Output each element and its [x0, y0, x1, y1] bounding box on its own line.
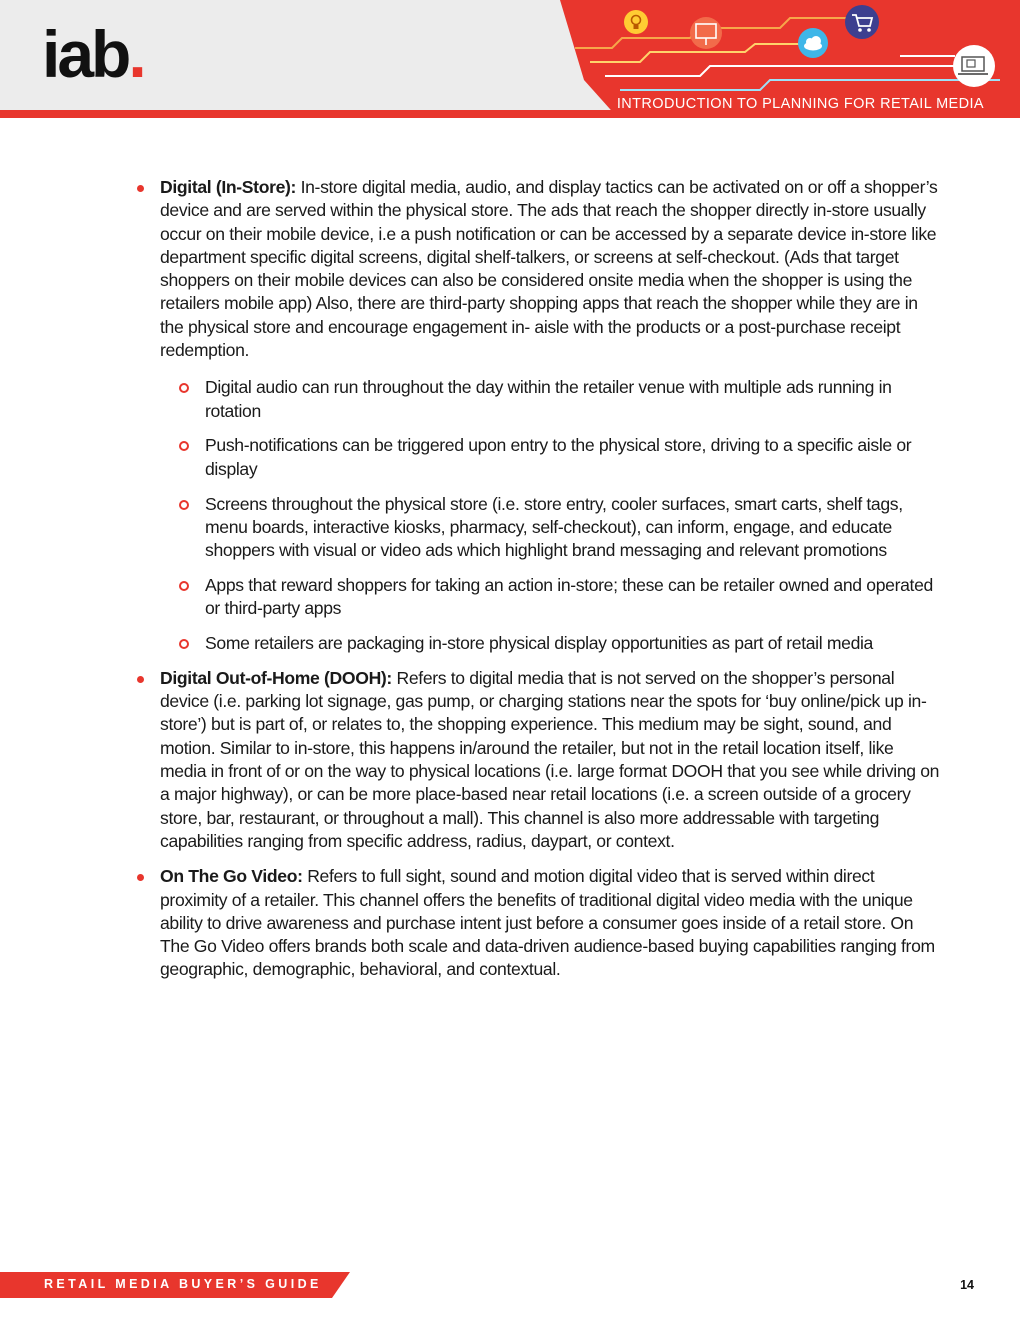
ring-bullet-icon [179, 441, 189, 451]
list-item-term: On The Go Video: [160, 866, 303, 887]
shopping-cart-icon [845, 5, 879, 39]
lightbulb-icon [624, 10, 648, 34]
cloud-icon [798, 28, 828, 58]
iab-logo [42, 17, 144, 91]
sub-list-item-text: Push-notifications can be triggered upon entry to the physical store, driving to a specific aisle or display [205, 435, 912, 479]
page-number: 14 [960, 1278, 974, 1292]
logo-dot: . [128, 17, 144, 91]
sub-list-item [205, 493, 944, 563]
sub-list-item-text: Apps that reward shoppers for taking an action in-store; these can be retailer owned and operated or third-party apps [205, 574, 933, 619]
presentation-icon [690, 17, 722, 49]
laptop-shopping-icon [953, 45, 995, 87]
sub-list-item [205, 376, 944, 423]
header-title: INTRODUCTION TO PLANNING FOR RETAIL MEDIA [616, 96, 984, 112]
list-item-dooh [160, 667, 944, 853]
list-item-term: Digital Out-of-Home (DOOH): [160, 667, 392, 688]
list-item-digital-in-store [160, 176, 944, 362]
ring-bullet-icon [179, 581, 189, 591]
list-item-on-the-go-video [160, 865, 944, 981]
bullet-icon [137, 874, 144, 881]
bullet-icon [137, 676, 144, 683]
ring-bullet-icon [179, 500, 189, 510]
sub-list-item [205, 434, 944, 481]
list-item-text: Refers to digital media that is not served on the shopper’s personal device (i.e. parking lot signage, gas pump, or charging stations near the spots for ‘buy online/pick up in-store’) but is part of, or relates to, the shopping experience. This medium may be sight, sound, and motion. Similar to in-store, this happens in/around the retailer, but not in the retail location itself, like media in front of or on the way to physical locations (i.e. large format DOOH that you see while driving on a major highway), or can be more place-based near retail locations (i.e. a screen outside of a grocery store, bar, restaurant, or throughout a mall). This channel is also more addressable with targeting capabilities ranging from specific address, radius, daypart, or context. [160, 667, 940, 851]
sub-list-item [205, 574, 944, 621]
sub-list-item-text: Digital audio can run throughout the day within the retailer venue with multiple ads running in rotation [205, 377, 892, 421]
sub-list-item-text: Screens throughout the physical store (i.e. store entry, cooler surfaces, smart carts, shelf tags, menu boards, interactive kiosks, pharmacy, self-checkout), can inform, engage, and educate shoppers with visual or video ads which highlight brand messaging and relevant promotions [205, 493, 903, 561]
list-item-term: Digital (In-Store): [160, 177, 297, 197]
list-item-text: In-store digital media, audio, and display tactics can be activated on or off a shopper’s device and are served within the physical store. The ads that reach the shopper directly in-store usually occur on their mobile device, i.e a push notification or can be accessed by a separate device in-store like department specific digital screens, digital shelf-talkers, or screens at self-checkout. (Ads that target shoppers on their mobile devices can also be considered onsite media when the shopper is using the retailers mobile app) Also, there are third-party shopping apps that reach the shopper while they are in the physical store and encourage engagement in- aisle with the products or a post-purchase receipt redemption. [160, 177, 938, 361]
sub-list-item [205, 632, 944, 655]
sub-list-item-text: Some retailers are packaging in-store physical display opportunities as part of retail media [205, 633, 873, 654]
ring-bullet-icon [179, 639, 189, 649]
logo-text: iab [42, 17, 129, 91]
list-item-text: Refers to full sight, sound and motion digital video that is served within direct proximity of a retailer. This channel offers the benefits of traditional digital video media with the unique ability to drive awareness and purchase intent just before a consumer goes inside of a retail store. On The Go Video offers brands both scale and data-driven audience-based buying capabilities ranging from geographic, demographic, behavioral, and contextual. [160, 866, 935, 980]
main-content [160, 176, 944, 994]
bullet-icon [137, 185, 144, 192]
sub-list [205, 374, 944, 655]
ring-bullet-icon [179, 383, 189, 393]
footer-label: RETAIL MEDIA BUYER’S GUIDE [44, 1277, 322, 1291]
page-header [0, 0, 1020, 118]
